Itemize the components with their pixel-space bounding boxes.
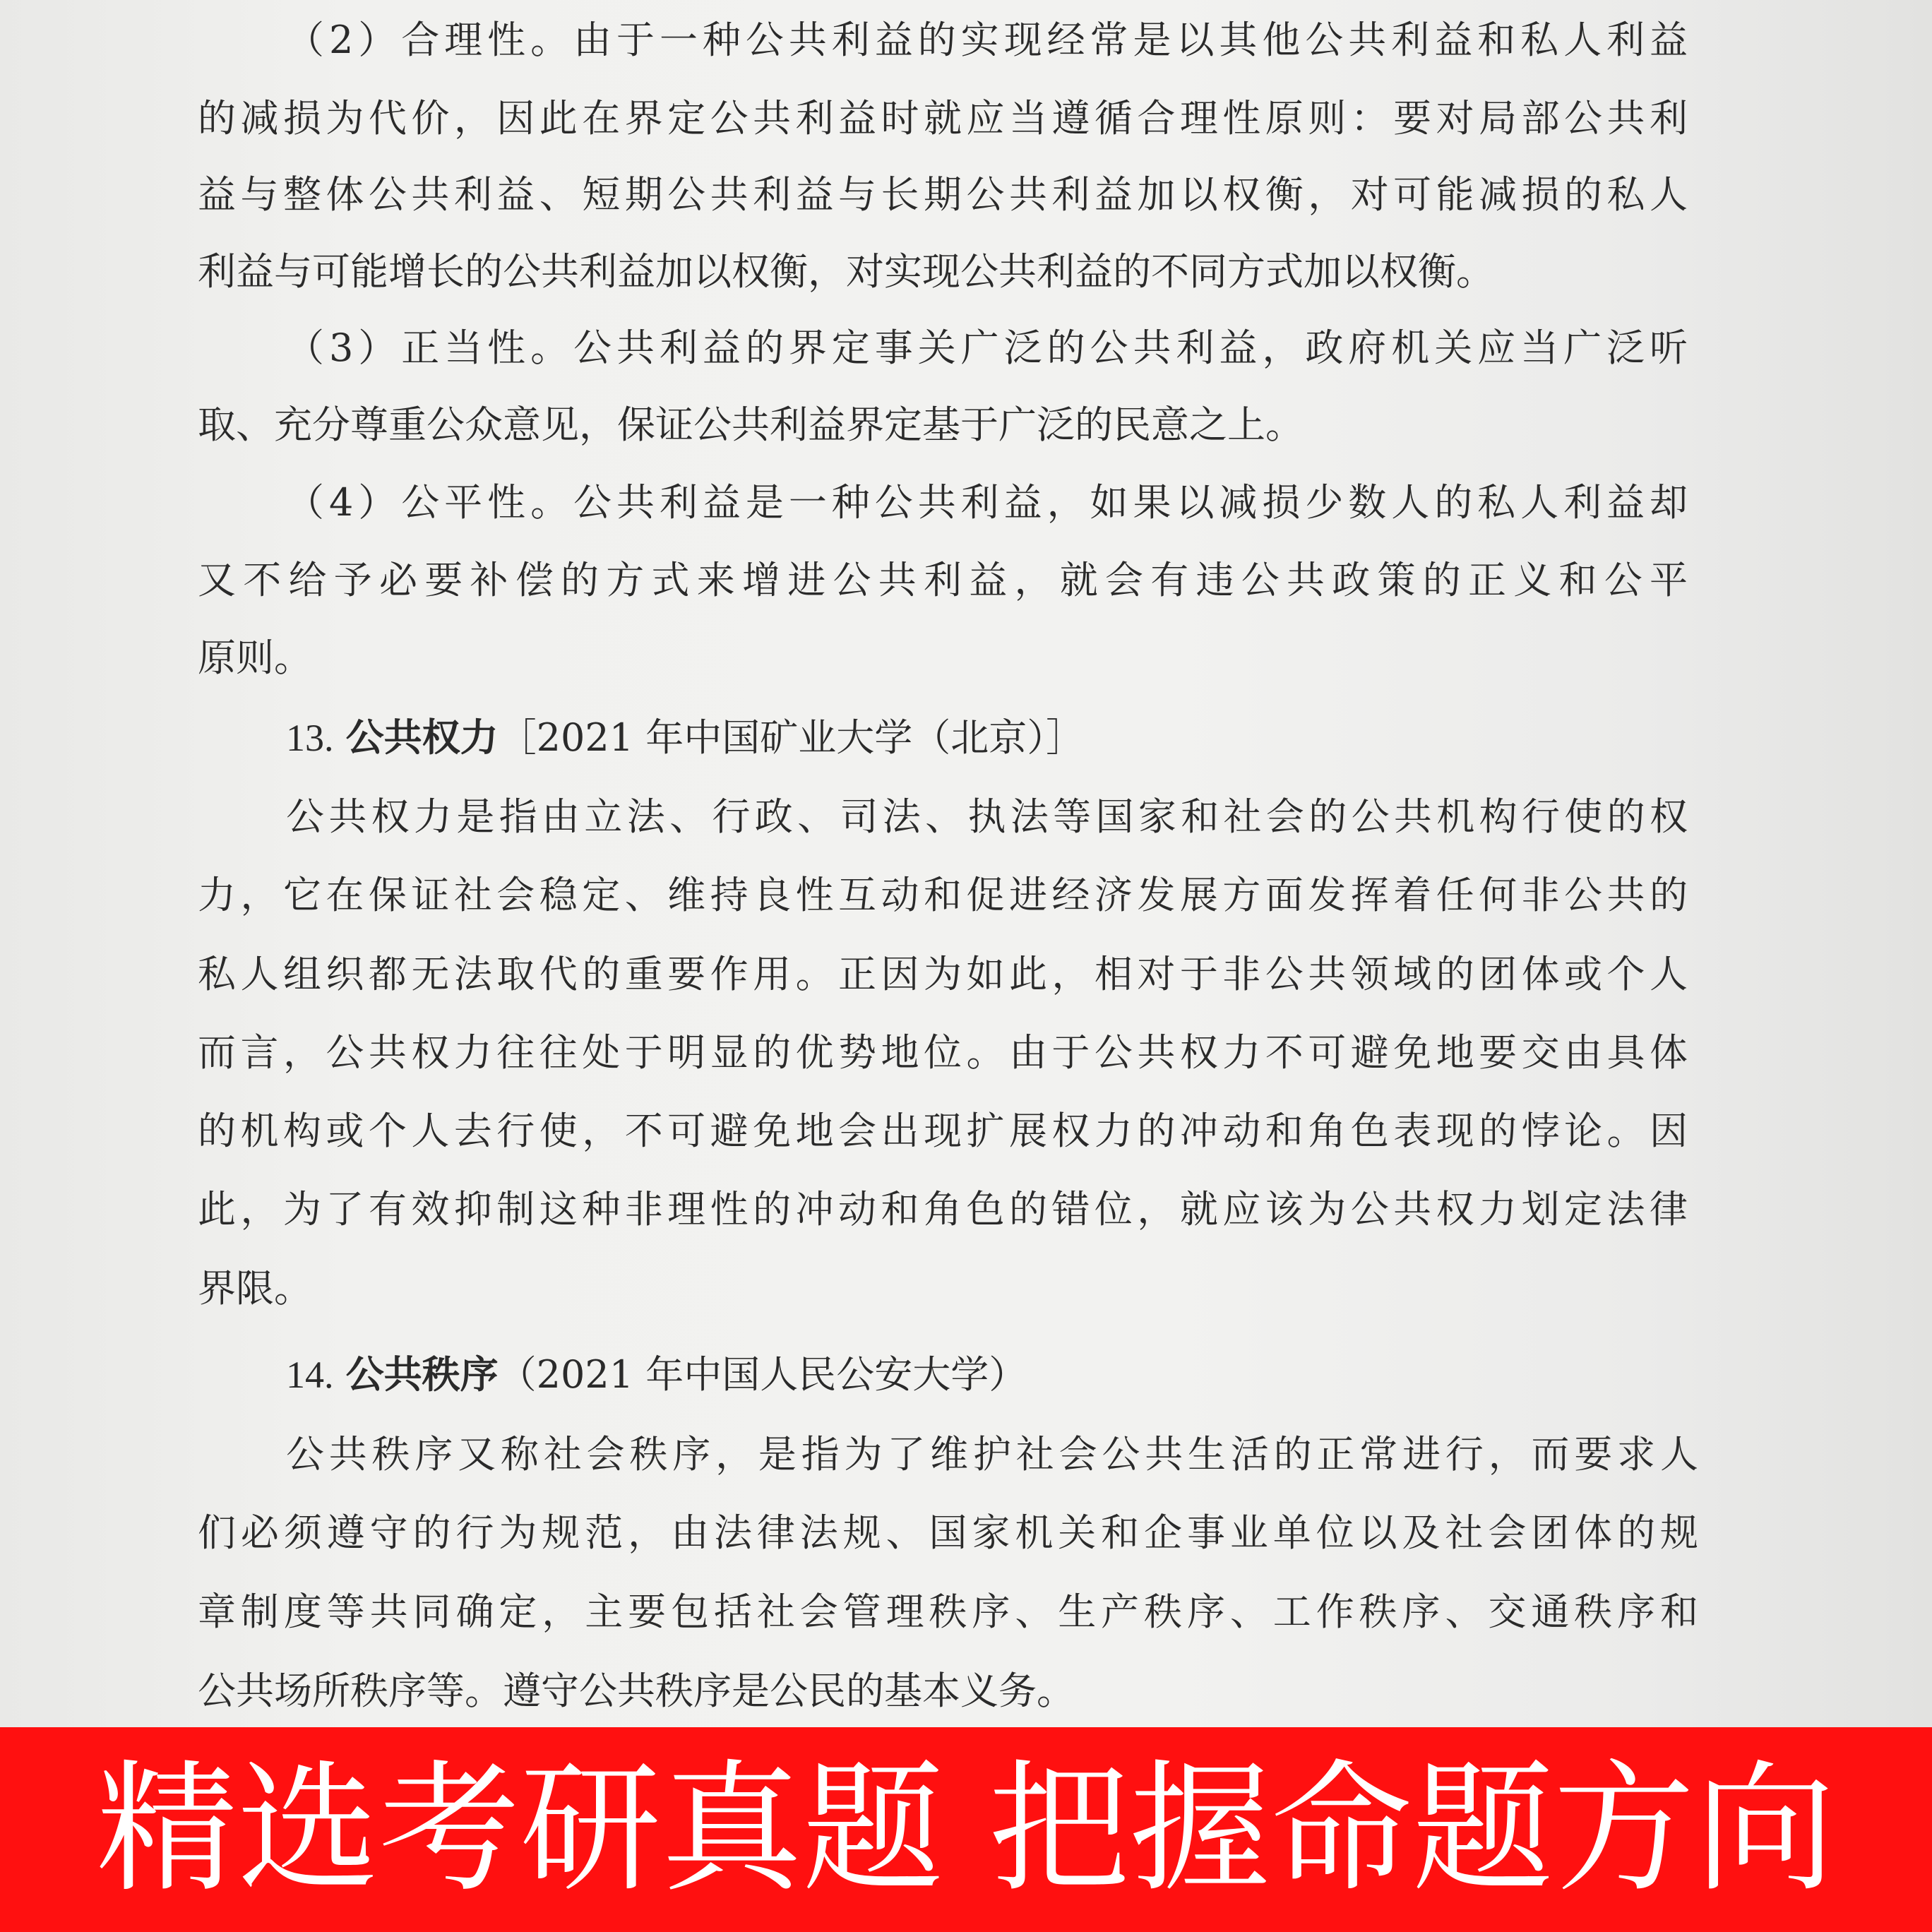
paragraph-line: 的减损为代价，因此在界定公共利益时就应当遵循合理性原则：要对局部公共利 — [198, 96, 1688, 141]
promo-banner — [0, 1727, 1932, 1932]
paragraph-line: 又不给予必要补偿的方式来增进公共利益，就会有违公共政策的正义和公平 — [198, 558, 1688, 602]
entry-line: 公共场所秩序等。遵守公共秩序是公民的基本义务。 — [198, 1669, 1075, 1713]
entry-line: 力，它在保证社会稳定、维持良性互动和促进经济发展方面发挥着任何非公共的 — [198, 873, 1688, 917]
entry-term: 公共权力 — [345, 715, 499, 760]
entry-line: 而言，公共权力往往处于明显的优势地位。由于公共权力不可避免地要交由具体 — [198, 1030, 1688, 1075]
paragraph-line: 原则。 — [198, 636, 312, 680]
paragraph-line: 取、充分尊重公众意见，保证公共利益界定基于广泛的民意之上。 — [198, 402, 1304, 447]
paragraph-line: （4）公平性。公共利益是一种公共利益，如果以减损少数人的私人利益却 — [286, 480, 1688, 525]
paragraph-line: （3）正当性。公共利益的界定事关广泛的公共利益，政府机关应当广泛听 — [286, 326, 1688, 370]
banner-text: 精选考研真题 把握命题方向 — [96, 1747, 1836, 1912]
paragraph-line: （2）合理性。由于一种公共利益的实现经常是以其他公共利益和私人利益 — [286, 18, 1688, 62]
entry-number: 14. — [286, 1354, 334, 1396]
entry-line: 公共权力是指由立法、行政、司法、执法等国家和社会的公共机构行使的权 — [286, 794, 1688, 839]
entry-source: （2021 年中国人民公安大学） — [498, 1352, 1027, 1397]
entry-line: 们必须遵守的行为规范，由法律法规、国家机关和企事业单位以及社会团体的规 — [198, 1510, 1698, 1555]
entry-line: 界限。 — [198, 1266, 312, 1311]
paragraph-line: 利益与可能增长的公共利益加以权衡，对实现公共利益的不同方式加以权衡。 — [198, 249, 1494, 294]
entry-line: 此，为了有效抑制这种非理性的冲动和角色的错位，就应该为公共权力划定法律 — [198, 1187, 1688, 1232]
entry-line: 私人组织都无法取代的重要作用。正因为如此，相对于非公共领域的团体或个人 — [198, 952, 1688, 996]
entry-number: 13. — [286, 717, 334, 759]
entry-line: 公共秩序又称社会秩序，是指为了维护社会公共生活的正常进行，而要求人 — [286, 1432, 1698, 1477]
entry-heading — [286, 1350, 1027, 1400]
entry-source: ［2021 年中国矿业大学（北京）］ — [498, 715, 1085, 760]
entry-heading — [286, 713, 1084, 763]
entry-term: 公共秩序 — [345, 1352, 499, 1397]
paragraph-line: 益与整体公共利益、短期公共利益与长期公共利益加以权衡，对可能减损的私人 — [198, 172, 1688, 217]
entry-line: 的机构或个人去行使，不可避免地会出现扩展权力的冲动和角色表现的悖论。因 — [198, 1109, 1688, 1153]
entry-line: 章制度等共同确定，主要包括社会管理秩序、生产秩序、工作秩序、交通秩序和 — [198, 1590, 1698, 1634]
